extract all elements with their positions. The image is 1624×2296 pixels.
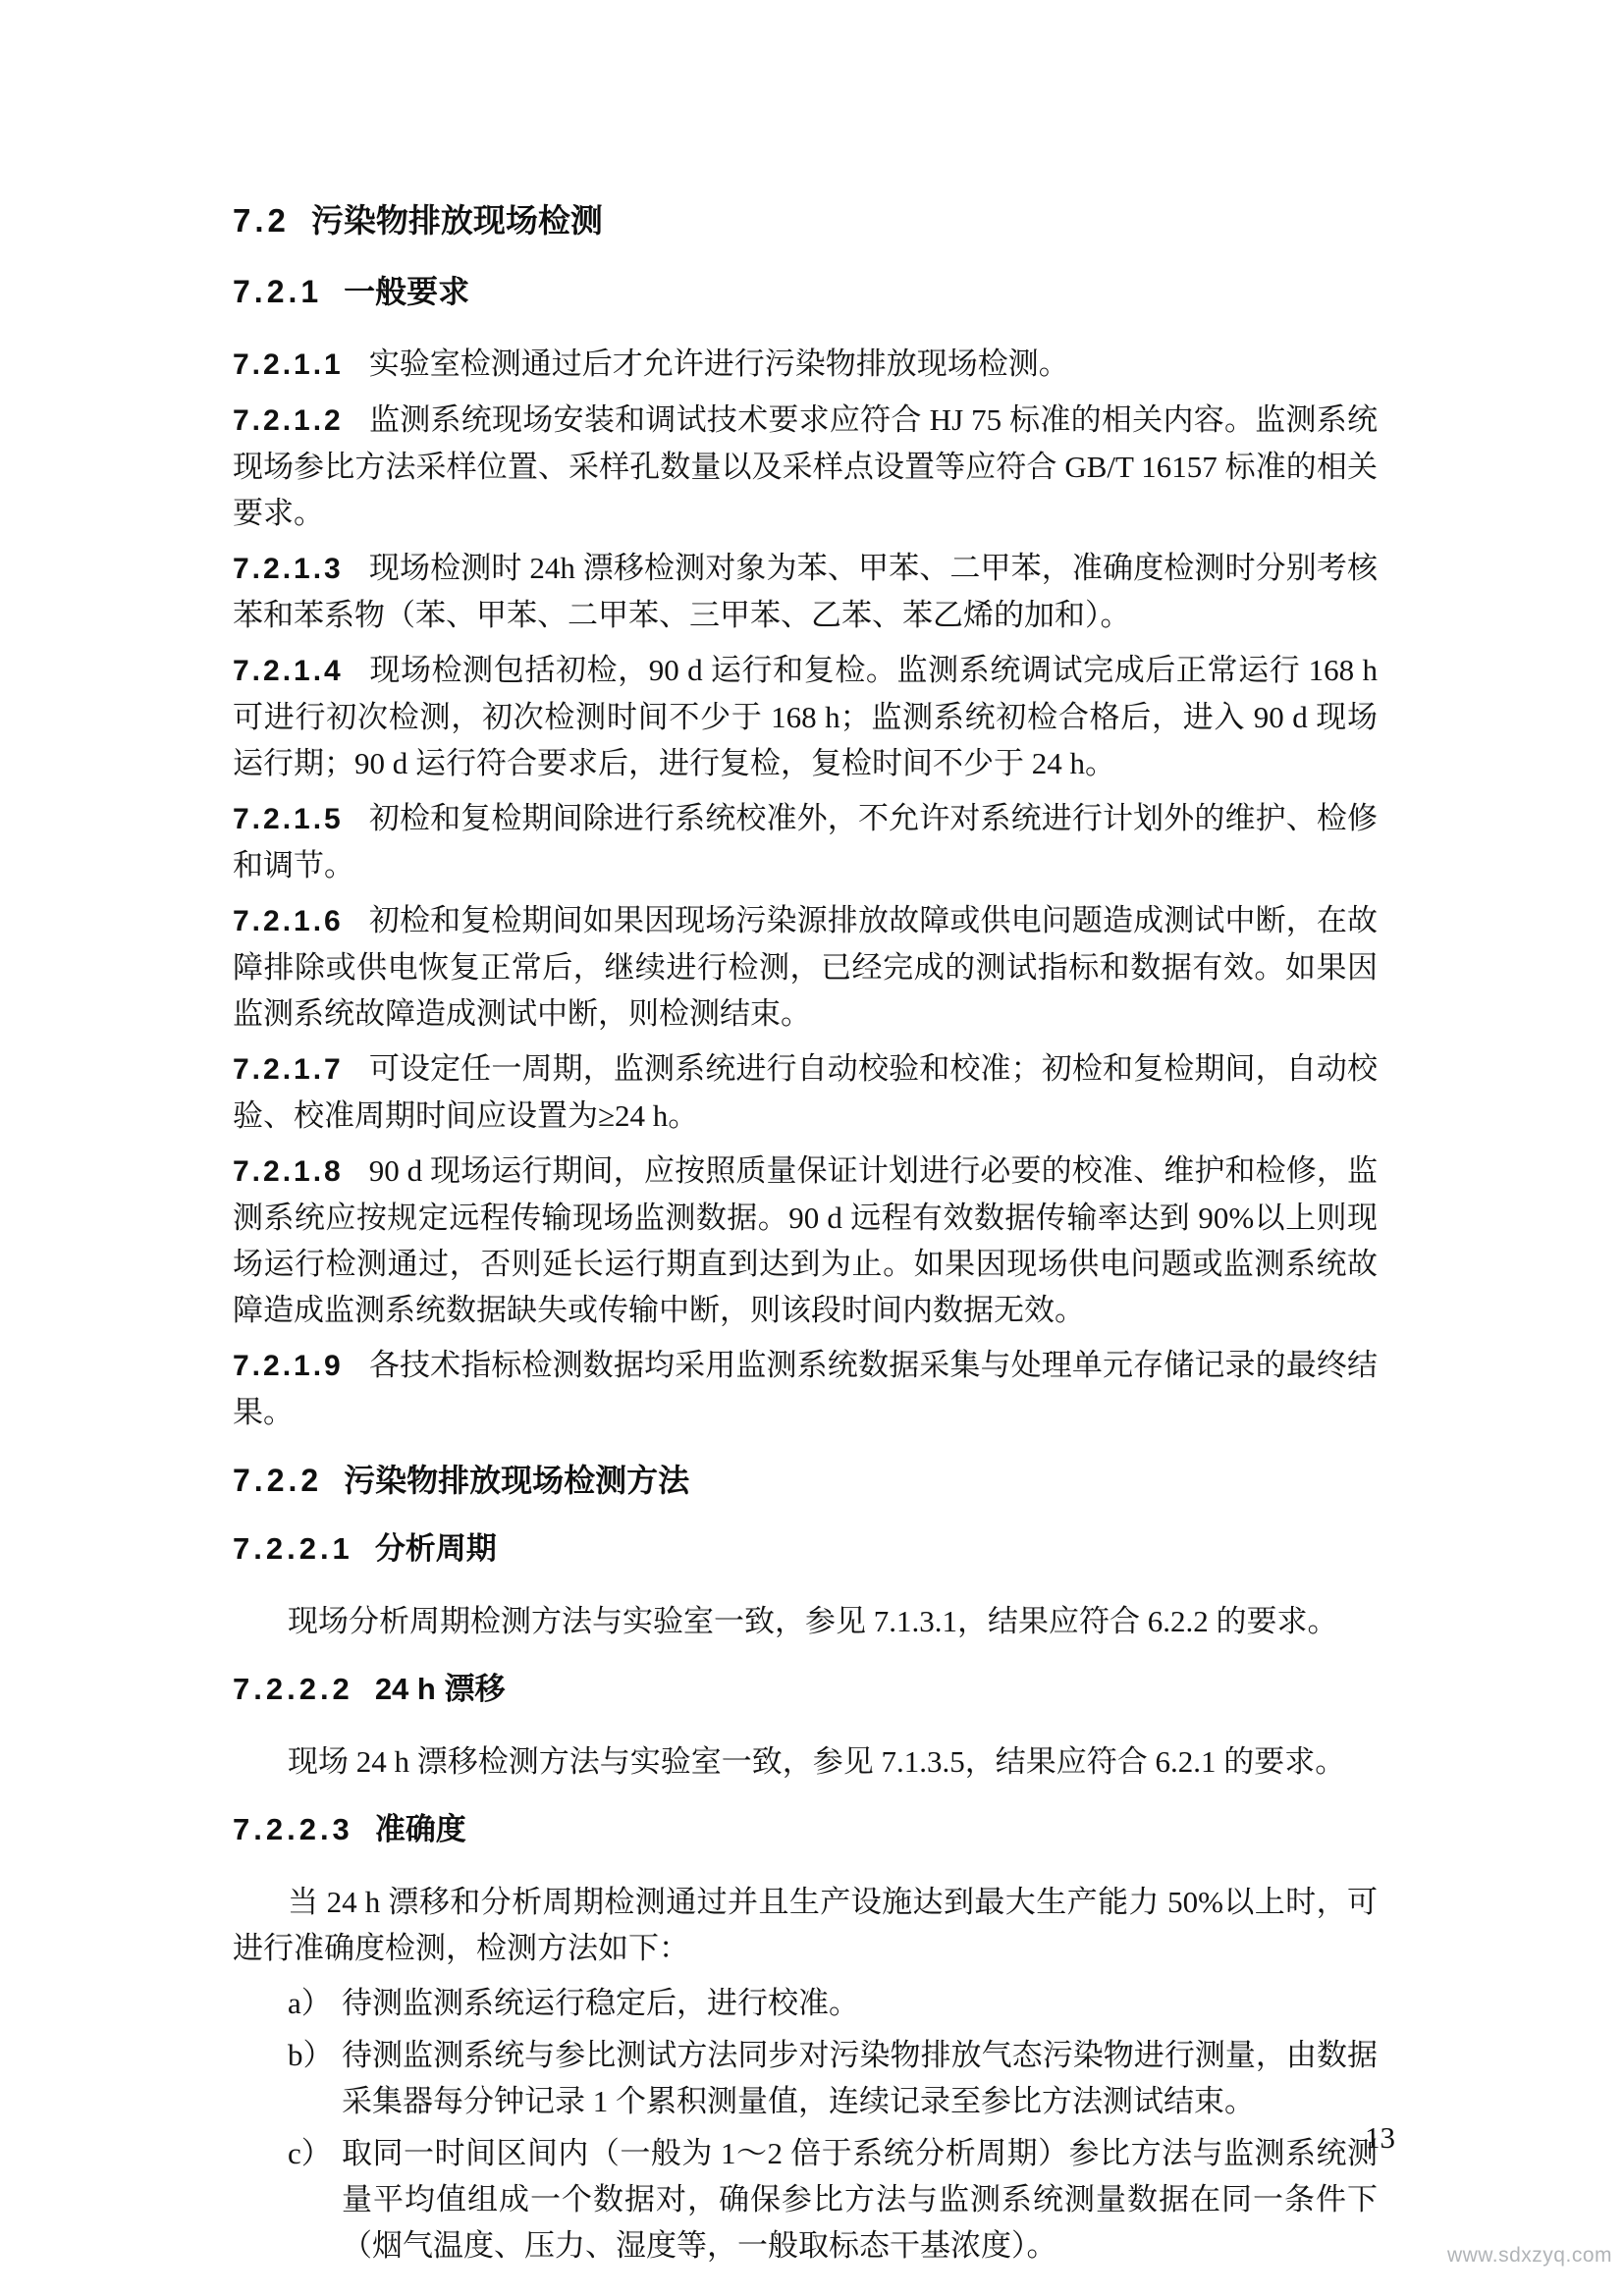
clause-7-2-1-3-text: 现场检测时 24h 漂移检测对象为苯、甲苯、二甲苯，准确度检测时分别考核苯和苯系物（苯、甲苯、二甲苯、三甲苯、乙苯、苯乙烯的加和）。 <box>233 551 1378 632</box>
document-content <box>233 201 1378 2274</box>
clause-7-2-1-6-text: 初检和复检期间如果因现场污染源排放故障或供电问题造成测试中断，在故障排除或供电恢复正常后，继续进行检测，已经完成的测试指标和数据有效。如果因监测系统故障造成测试中断，则检测结束。 <box>233 903 1378 1031</box>
heading-7-2-2-1-title: 分析周期 <box>374 1531 497 1566</box>
heading-7-2-2-2-number: 7.2.2.2 <box>233 1672 353 1706</box>
page-number: 13 <box>1365 2120 1395 2155</box>
heading-7-2-number: 7.2 <box>233 202 290 239</box>
clause-7-2-1-1-number: 7.2.1.1 <box>233 348 344 381</box>
clause-7-2-1-2 <box>233 397 1378 536</box>
list-item-a <box>233 1980 1378 2026</box>
heading-7-2-2-title: 污染物排放现场检测方法 <box>344 1463 690 1498</box>
clause-7-2-1-4-text: 现场检测包括初检，90 d 运行和复检。监测系统调试完成后正常运行 168 h 可进行初次检测，初次检测时间不少于 168 h；监测系统初检合格后，进入 90 d 现场运行期；90 d 运行符合要求后，进行复检，复检时间不少于 24 h。 <box>233 653 1378 780</box>
clause-7-2-1-6 <box>233 897 1378 1037</box>
list-item-c-text: 取同一时间区间内（一般为 1～2 倍于系统分析周期）参比方法与监测系统测量平均值组成一个数据对，确保参比方法与监测系统测量数据在同一条件下（烟气温度、压力、湿度等，一般取标态干基浓度）。 <box>342 2136 1378 2263</box>
clause-7-2-1-5 <box>233 795 1378 888</box>
list-item-b-label: b） <box>288 2038 334 2072</box>
list-item-c-label: c） <box>288 2136 332 2170</box>
clause-7-2-1-7-number: 7.2.1.7 <box>233 1053 344 1086</box>
clause-7-2-1-4-number: 7.2.1.4 <box>233 655 344 687</box>
clause-7-2-1-7-text: 可设定任一周期，监测系统进行自动校验和校准；初检和复检期间，自动校验、校准周期时间应设置为≥24 h。 <box>233 1051 1378 1133</box>
clause-7-2-1-9 <box>233 1342 1378 1435</box>
heading-7-2-1-number: 7.2.1 <box>233 274 323 309</box>
watermark-url: www.sdxzyq.com <box>1446 2244 1612 2267</box>
clause-7-2-1-2-text: 监测系统现场安装和调试技术要求应符合 HJ 75 标准的相关内容。监测系统现场参比方法采样位置、采样孔数量以及采样点设置等应符合 GB/T 16157 标准的相关要求。 <box>233 402 1378 530</box>
clause-7-2-1-5-number: 7.2.1.5 <box>233 803 344 835</box>
paragraph-7-2-2-2: 现场 24 h 漂移检测方法与实验室一致，参见 7.1.3.5，结果应符合 6.2.1 的要求。 <box>288 1744 1346 1779</box>
heading-7-2-1-title: 一般要求 <box>344 274 470 309</box>
heading-7-2-2-1 <box>233 1529 1378 1569</box>
heading-7-2-title: 污染物排放现场检测 <box>310 202 603 239</box>
heading-7-2-2-number: 7.2.2 <box>233 1463 323 1498</box>
clause-7-2-1-1-text: 实验室检测通过后才允许进行污染物排放现场检测。 <box>368 347 1069 381</box>
clause-7-2-1-3 <box>233 545 1378 638</box>
heading-7-2-2-2-title: 24 h 漂移 <box>374 1672 506 1706</box>
clause-7-2-1-9-number: 7.2.1.9 <box>233 1350 344 1382</box>
clause-7-2-1-3-number: 7.2.1.3 <box>233 553 344 585</box>
paragraph-7-2-2-3: 当 24 h 漂移和分析周期检测通过并且生产设施达到最大生产能力 50%以上时，可进行准确度检测，检测方法如下： <box>233 1885 1378 1965</box>
heading-7-2-2-3-title: 准确度 <box>374 1812 466 1846</box>
list-item-a-label: a） <box>288 1986 332 2020</box>
clause-7-2-1-6-number: 7.2.1.6 <box>233 905 344 937</box>
list-item-b-text: 待测监测系统与参比测试方法同步对污染物排放气态污染物进行测量，由数据采集器每分钟记录 1 个累积测量值，连续记录至参比方法测试结束。 <box>342 2038 1378 2118</box>
clause-7-2-1-2-number: 7.2.1.2 <box>233 404 344 437</box>
clause-7-2-1-8 <box>233 1148 1378 1333</box>
heading-7-2-2-3 <box>233 1810 1378 1849</box>
heading-7-2 <box>233 201 1378 240</box>
clause-7-2-1-5-text: 初检和复检期间除进行系统校准外，不允许对系统进行计划外的维护、检修和调节。 <box>233 801 1378 882</box>
paragraph-7-2-2-1: 现场分析周期检测方法与实验室一致，参见 7.1.3.1，结果应符合 6.2.2 的要求。 <box>288 1604 1338 1638</box>
heading-7-2-2-3-number: 7.2.2.3 <box>233 1812 353 1846</box>
heading-7-2-2-1-number: 7.2.2.1 <box>233 1531 353 1566</box>
heading-7-2-1 <box>233 272 1378 311</box>
clause-7-2-1-4 <box>233 647 1378 786</box>
heading-7-2-2 <box>233 1461 1378 1500</box>
heading-7-2-2-2 <box>233 1670 1378 1709</box>
clause-7-2-1-9-text: 各技术指标检测数据均采用监测系统数据采集与处理单元存储记录的最终结果。 <box>233 1348 1378 1429</box>
clause-7-2-1-7 <box>233 1045 1378 1139</box>
list-item-b <box>233 2032 1378 2124</box>
clause-7-2-1-8-number: 7.2.1.8 <box>233 1155 344 1188</box>
clause-7-2-1-8-text: 90 d 现场运行期间，应按照质量保证计划进行必要的校准、维护和检修，监测系统应按规定远程传输现场监测数据。90 d 远程有效数据传输率达到 90%以上则现场运行检测通过，否则延长运行期直到达到为止。如果因现场供电问题或监测系统故障造成监测系统数据缺失或传输中断，则该段时间内数据无效。 <box>233 1153 1378 1327</box>
list-item-a-text: 待测监测系统运行稳定后，进行校准。 <box>342 1986 859 2020</box>
clause-7-2-1-1 <box>233 341 1378 388</box>
list-item-c <box>233 2130 1378 2269</box>
